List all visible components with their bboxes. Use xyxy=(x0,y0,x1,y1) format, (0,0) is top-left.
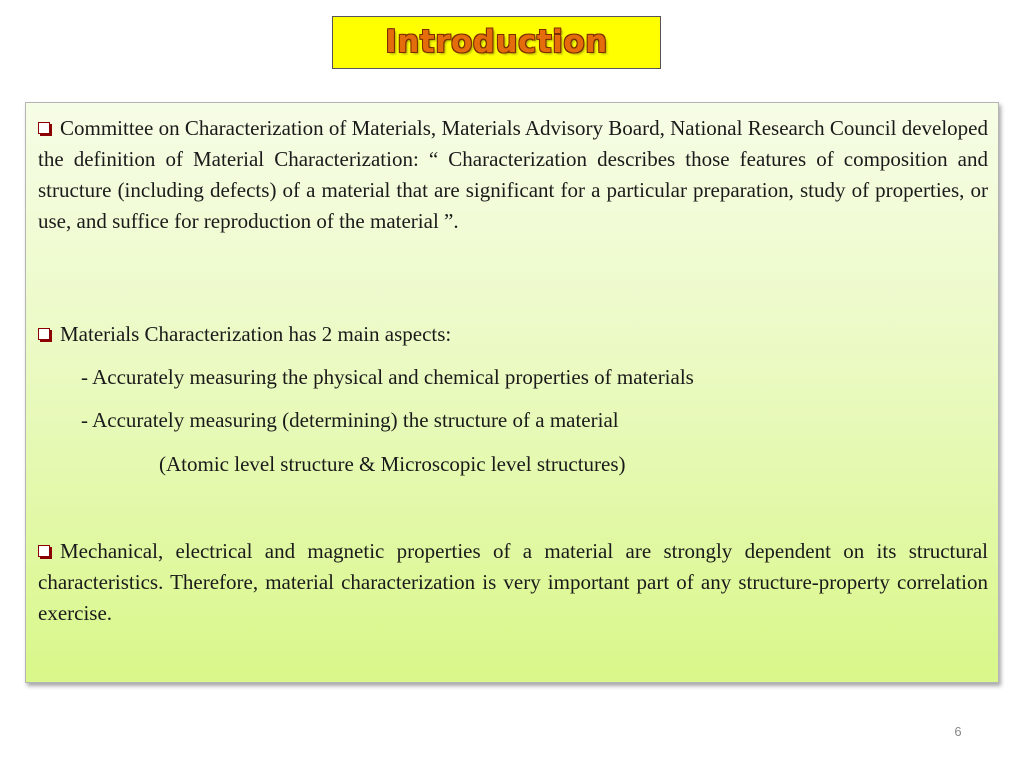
square-bullet-icon xyxy=(38,122,50,134)
paragraph-definition-text: Committee on Characterization of Materials, Materials Advisory Board, National Research Council developed the definition of Material Characterization: “ Characterization describes those features of composition and structure (including defects) of a material that are significant for a particular preparation, study of properties, or use, and suffice for reproduction of the material ”. xyxy=(38,116,988,233)
aspect-item-properties: - Accurately measuring the physical and chemical properties of materials xyxy=(81,365,694,389)
slide-title: Introduction xyxy=(385,24,608,60)
square-bullet-icon xyxy=(38,545,50,557)
content-box xyxy=(25,102,999,683)
title-box xyxy=(332,16,661,69)
square-bullet-icon xyxy=(38,328,50,340)
paragraph-aspects-text: Materials Characterization has 2 main aspects: xyxy=(60,322,452,346)
paragraph-aspects xyxy=(38,319,988,350)
paragraph-definition xyxy=(38,113,988,237)
aspect-item-structure-detail: (Atomic level structure & Microscopic level structures) xyxy=(159,452,626,476)
paragraph-importance xyxy=(38,536,988,629)
page-number: 6 xyxy=(954,724,962,739)
paragraph-importance-text: Mechanical, electrical and magnetic properties of a material are strongly dependent on its structural characteristics. Therefore, material characterization is very important part of any structure-property correlation exercise. xyxy=(38,539,988,625)
aspect-item-structure: - Accurately measuring (determining) the structure of a material xyxy=(81,408,619,432)
